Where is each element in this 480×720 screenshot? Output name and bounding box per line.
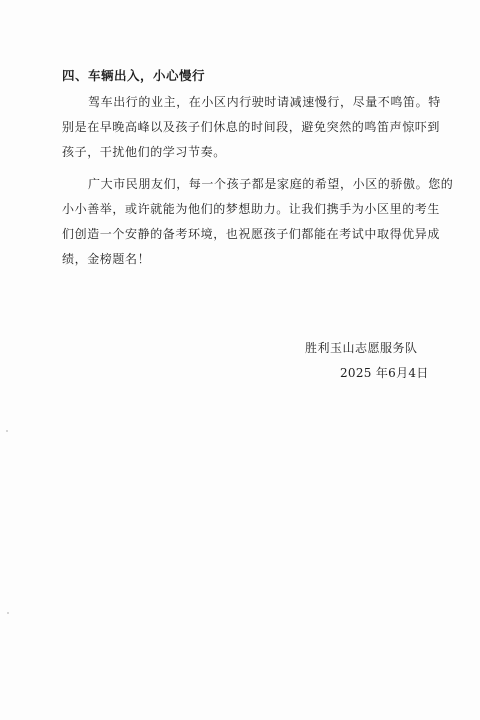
signature-date: 2025 年6月4日 xyxy=(340,366,429,380)
paragraph-line: 们创造一个安静的备考环境，也祝愿孩子们都能在考试中取得优异成 xyxy=(62,227,441,241)
paragraph-line: 小小善举，或许就能为他们的梦想助力。让我们携手为小区里的考生 xyxy=(62,202,441,216)
paragraph-line: 别是在早晚高峰以及孩子们休息的时间段，避免突然的鸣笛声惊吓到 xyxy=(62,120,441,134)
scan-speck xyxy=(7,612,9,614)
paragraph-driving xyxy=(62,90,441,165)
paragraph-line: 驾车出行的业主，在小区内行驶时请减速慢行，尽量不鸣笛。特 xyxy=(88,95,441,109)
scan-speck xyxy=(6,430,8,432)
paragraph-line: 广大市民朋友们，每一个孩子都是家庭的希望，小区的骄傲。您的 xyxy=(88,177,454,191)
section-heading: 四、车辆出入，小心慢行 xyxy=(62,68,206,83)
paragraph-line: 孩子，干扰他们的学习节奏。 xyxy=(62,145,226,159)
paragraph-line: 绩，金榜题名！ xyxy=(62,252,151,266)
paragraph-appeal xyxy=(62,172,454,272)
signature-organization: 胜利玉山志愿服务队 xyxy=(305,341,418,355)
